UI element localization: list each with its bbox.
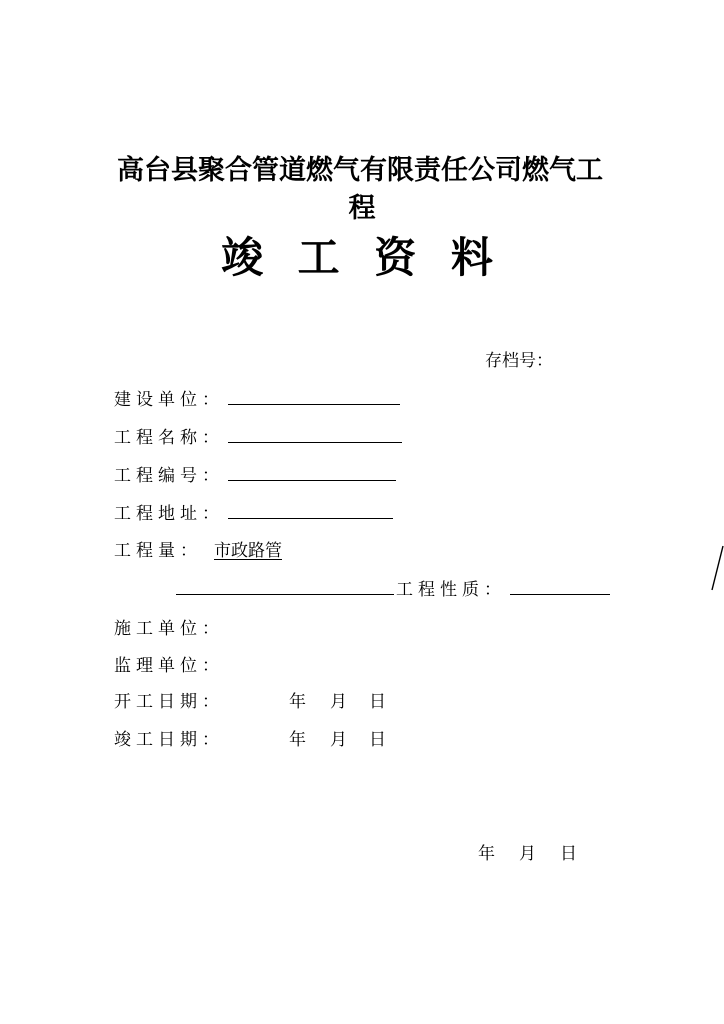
supervision-unit-label: 监理单位： — [114, 656, 224, 676]
signature-date-year: 年 — [478, 844, 495, 864]
signature-date-day: 日 — [560, 844, 577, 864]
project-number-label: 工程编号： — [114, 466, 224, 486]
start-date-day: 日 — [369, 692, 386, 712]
project-address-label: 工程地址： — [114, 504, 224, 524]
project-name-blank — [228, 442, 402, 443]
quantity-label: 工程量： — [114, 541, 202, 561]
construction-unit-blank — [228, 404, 400, 405]
finish-date-label: 竣工日期： — [114, 730, 224, 750]
builder-unit-label: 施工单位： — [114, 619, 224, 639]
finish-date-year: 年 — [289, 730, 306, 750]
start-date-month: 月 — [330, 692, 347, 712]
quantity-continuation-blank — [176, 594, 394, 595]
signature-date-month: 月 — [519, 844, 536, 864]
edge-slash-mark — [710, 544, 724, 594]
company-title-line-2: 程 — [348, 193, 376, 224]
start-date-year: 年 — [289, 692, 306, 712]
project-number-blank — [228, 480, 396, 481]
project-address-blank — [228, 518, 393, 519]
main-title: 竣 工 资 料 — [221, 233, 503, 282]
construction-unit-label: 建设单位： — [114, 390, 224, 410]
start-date-label: 开工日期： — [114, 692, 224, 712]
finish-date-day: 日 — [369, 730, 386, 750]
archive-number-label: 存档号： — [485, 351, 553, 371]
finish-date-month: 月 — [330, 730, 347, 750]
company-title-line-1: 高台县聚合管道燃气有限责任公司燃气工 — [117, 155, 603, 186]
project-nature-label: 工程性质： — [396, 580, 506, 600]
project-name-label: 工程名称： — [114, 428, 224, 448]
project-nature-blank — [510, 594, 610, 595]
quantity-value: 市政路管 — [214, 541, 282, 561]
